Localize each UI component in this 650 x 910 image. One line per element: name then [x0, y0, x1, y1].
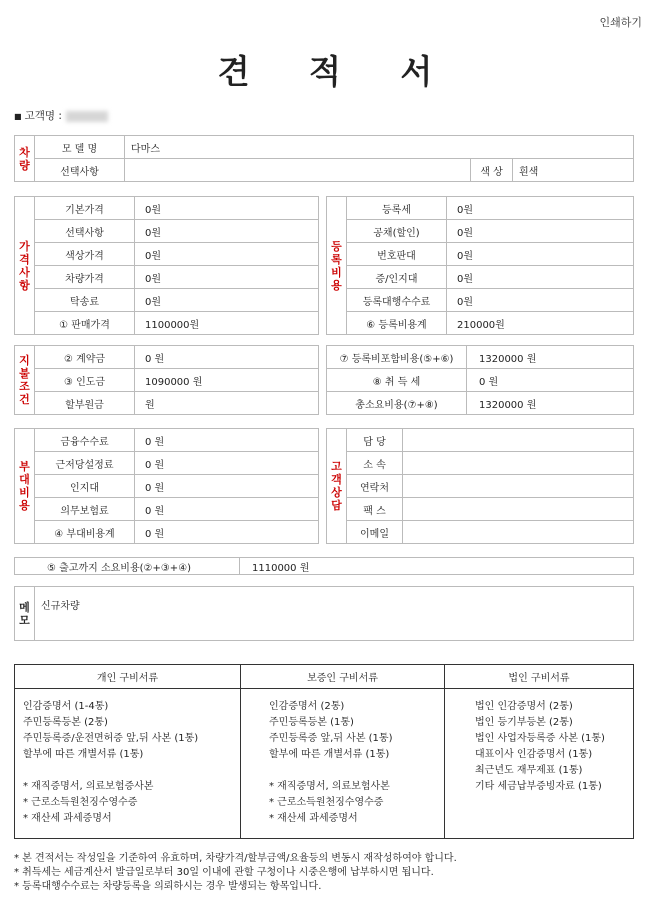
registration-row-label: 등록대행수수료 [347, 289, 447, 312]
extra-row-value: 0 원 [135, 452, 319, 475]
memo-value: 신규차량 [35, 587, 634, 641]
price-row-value: 0원 [135, 197, 319, 220]
registration-row-value: 0원 [447, 289, 634, 312]
consult-row-label: 이메일 [347, 521, 403, 544]
customer-name [14, 108, 108, 123]
doc-item: 주민등록등본 (2통) [23, 717, 108, 728]
docs-corporate-list [445, 689, 634, 839]
note-line: * 등록대행수수료는 차량등록을 의뢰하시는 경우 발생되는 항목입니다. [14, 881, 322, 892]
price-row-label: 탁송료 [35, 289, 135, 312]
color-label: 색 상 [471, 159, 513, 182]
totals-row-label: 총소요비용(⑦+⑧) [327, 392, 467, 415]
consult-row-value [403, 429, 634, 452]
consult-row-label: 연락처 [347, 475, 403, 498]
price-row-label: 차량가격 [35, 266, 135, 289]
note-line: * 본 견적서는 작성일을 기준하여 유효하며, 차량가격/할부금액/요율등의 변동시 재작성하여야 합니다. [14, 853, 457, 864]
print-button[interactable]: 인쇄하기 [599, 16, 642, 29]
price-row-value: 0원 [135, 243, 319, 266]
docs-header-corporate: 법인 구비서류 [445, 665, 634, 689]
docs-guarantor-list [241, 689, 445, 839]
memo-side-label: 메 모 [15, 587, 35, 641]
consult-row-label: 팩 스 [347, 498, 403, 521]
payment-row-value: 원 [135, 392, 319, 415]
doc-item: 법인 등기부등본 (2통) [475, 717, 573, 728]
totals-row-value: 1320000 원 [467, 346, 634, 369]
price-row-label: ① 판매가격 [35, 312, 135, 335]
docs-personal-list [15, 689, 241, 839]
memo-section [14, 586, 634, 641]
release-cost-value: 1110000 원 [240, 558, 634, 575]
extra-row-value: 0 원 [135, 498, 319, 521]
doc-item: * 재직증명서, 의료보험사본 [269, 781, 390, 792]
notes [14, 852, 457, 894]
doc-item: 최근년도 재무제표 (1통) [475, 765, 583, 776]
doc-item: 기타 세금납부증빙자료 (1통) [475, 781, 602, 792]
extra-row-value: 0 원 [135, 429, 319, 452]
extra-row-label: 근저당설정료 [35, 452, 135, 475]
payment-row-value: 1090000 원 [135, 369, 319, 392]
registration-row-label: 번호판대 [347, 243, 447, 266]
totals-row-label: ⑦ 등록비포함비용(⑤+⑥) [327, 346, 467, 369]
doc-item: * 근로소득원천징수영수증 [23, 797, 138, 808]
vehicle-side-label: 차 량 [15, 136, 35, 182]
doc-item: 인감증명서 (2통) [269, 701, 345, 712]
consult-side-label: 고 객 상 담 [327, 429, 347, 544]
doc-item: 법인 인감증명서 (2통) [475, 701, 573, 712]
doc-item: * 재산세 과세증명서 [23, 813, 112, 824]
payment-row-value: 0 원 [135, 346, 319, 369]
model-value: 다마스 [125, 136, 634, 159]
price-row-value: 0원 [135, 266, 319, 289]
doc-item: 할부에 따른 개별서류 (1통) [23, 749, 144, 760]
extra-costs-section [14, 428, 319, 544]
totals-row-label: ⑧ 취 득 세 [327, 369, 467, 392]
extra-side-label: 부 대 비 용 [15, 429, 35, 544]
extra-row-value: 0 원 [135, 475, 319, 498]
registration-row-value: 0원 [447, 197, 634, 220]
doc-item: * 재직증명서, 의료보험증사본 [23, 781, 154, 792]
docs-header-personal: 개인 구비서류 [15, 665, 241, 689]
consult-row-label: 소 속 [347, 452, 403, 475]
registration-section [326, 196, 634, 335]
doc-item: 대표이사 인감증명서 (1통) [475, 749, 593, 760]
extra-row-label: 의무보험료 [35, 498, 135, 521]
doc-item: * 재산세 과세증명서 [269, 813, 358, 824]
extra-row-label: ④ 부대비용계 [35, 521, 135, 544]
registration-row-value: 210000원 [447, 312, 634, 335]
price-row-value: 1100000원 [135, 312, 319, 335]
doc-item: 할부에 따른 개별서류 (1통) [269, 749, 390, 760]
payment-row-label: 할부원금 [35, 392, 135, 415]
registration-row-value: 0원 [447, 266, 634, 289]
consult-row-value [403, 498, 634, 521]
payment-side-label: 지 불 조 건 [15, 346, 35, 415]
totals-section [326, 345, 634, 415]
registration-row-label: 증/인지대 [347, 266, 447, 289]
release-cost-row [14, 557, 634, 575]
price-section [14, 196, 319, 335]
consult-row-label: 담 당 [347, 429, 403, 452]
consult-row-value [403, 521, 634, 544]
consult-row-value [403, 475, 634, 498]
doc-item [269, 763, 436, 779]
price-side-label: 가 격 사 항 [15, 197, 35, 335]
price-row-label: 선택사항 [35, 220, 135, 243]
extra-row-label: 인지대 [35, 475, 135, 498]
payment-row-label: ② 계약금 [35, 346, 135, 369]
bullet-icon: ■ [14, 112, 22, 121]
doc-item: 주민등록등본 (1통) [269, 717, 354, 728]
note-line: * 취득세는 세금계산서 발급일로부터 30일 이내에 관할 구청이나 시중은행에 납부하시면 됩니다. [14, 867, 434, 878]
options-label: 선택사항 [35, 159, 125, 182]
registration-row-label: 등록세 [347, 197, 447, 220]
consult-section [326, 428, 634, 544]
registration-row-label: 공채(할인) [347, 220, 447, 243]
price-row-value: 0원 [135, 220, 319, 243]
doc-item: 주민등록증/운전면허증 앞,뒤 사본 (1통) [23, 733, 199, 744]
price-row-label: 기본가격 [35, 197, 135, 220]
totals-row-value: 1320000 원 [467, 392, 634, 415]
doc-item [23, 763, 232, 779]
doc-item: 주민등록증 앞,뒤 사본 (1통) [269, 733, 393, 744]
payment-section [14, 345, 319, 415]
registration-side-label: 등 록 비 용 [327, 197, 347, 335]
required-documents-table [14, 664, 634, 839]
docs-header-guarantor: 보증인 구비서류 [241, 665, 445, 689]
price-row-value: 0원 [135, 289, 319, 312]
consult-row-value [403, 452, 634, 475]
payment-row-label: ③ 인도금 [35, 369, 135, 392]
registration-row-label: ⑥ 등록비용계 [347, 312, 447, 335]
doc-item: 법인 사업자등록증 사본 (1통) [475, 733, 605, 744]
price-row-label: 색상가격 [35, 243, 135, 266]
extra-row-label: 금융수수료 [35, 429, 135, 452]
page-title: 견 적 서 [217, 52, 457, 91]
model-label: 모 델 명 [35, 136, 125, 159]
vehicle-section [14, 135, 634, 182]
doc-item: 인감증명서 (1-4통) [23, 701, 109, 712]
registration-row-value: 0원 [447, 243, 634, 266]
extra-row-value: 0 원 [135, 521, 319, 544]
registration-row-value: 0원 [447, 220, 634, 243]
color-value: 흰색 [513, 159, 634, 182]
customer-name-blurred [66, 111, 108, 122]
totals-row-value: 0 원 [467, 369, 634, 392]
options-value [125, 159, 471, 182]
doc-item: * 근로소득원천징수영수증 [269, 797, 384, 808]
release-cost-label: ⑤ 출고까지 소요비용(②+③+④) [15, 558, 240, 575]
customer-label: 고객명 : [24, 110, 62, 122]
